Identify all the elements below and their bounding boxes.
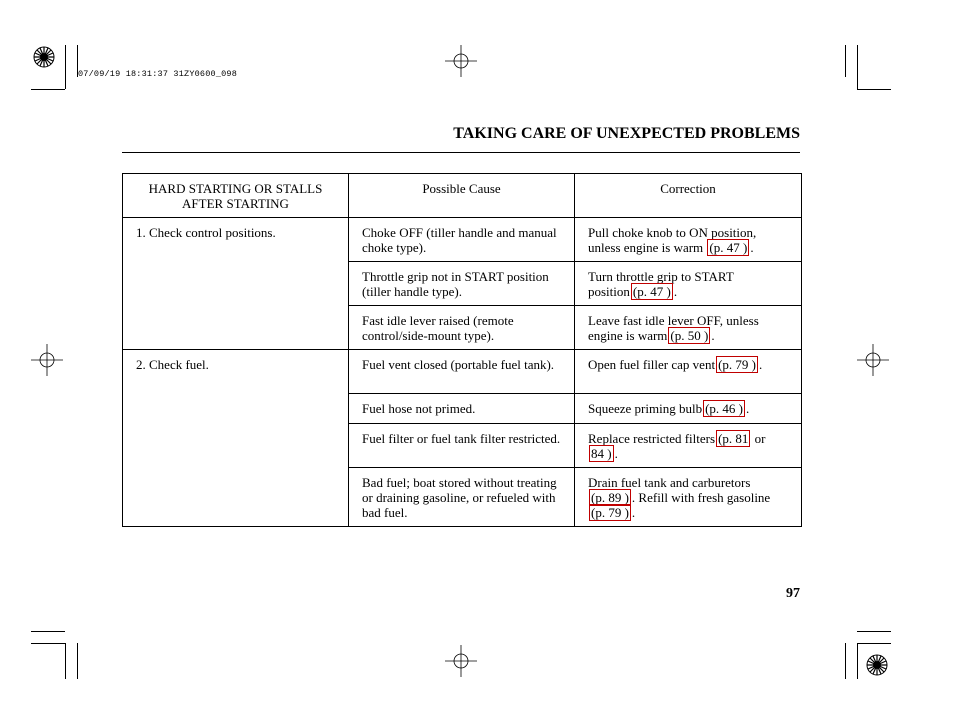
correction-cell: Turn throttle grip to START position (p. 47 ) . [575,262,802,306]
cause-cell: Fuel filter or fuel tank filter restricted. [349,424,575,468]
registration-target-icon [33,46,55,68]
cause-cell: Choke OFF (tiller handle and manual choke type). [349,218,575,262]
crosshair-icon [31,344,63,376]
table-row [123,218,802,262]
registration-target-icon [866,654,888,676]
table-header-row [123,174,802,218]
title-divider [122,152,800,153]
cause-cell: Fuel hose not primed. [349,394,575,424]
correction-cell: Replace restricted filters (p. 81 or 84 ) . [575,424,802,468]
correction-cell: Leave fast idle lever OFF, unless engine is warm (p. 50 ) . [575,306,802,350]
page-reference-link[interactable]: (p. 79 ) [718,357,756,372]
table-row [123,350,802,394]
page-reference-link[interactable]: (p. 47 ) [709,240,748,255]
page-reference-link[interactable]: (p. 46 ) [705,401,744,416]
print-stamp: 07/09/19 18:31:37 31ZY0600_098 [78,69,238,79]
crosshair-icon [445,645,477,677]
correction-cell: Pull choke knob to ON position, unless engine is warm (p. 47 ) . [575,218,802,262]
check-step: 2. Check fuel. [123,350,349,527]
page-title: TAKING CARE OF UNEXPECTED PROBLEMS [453,125,800,142]
header-cause: Possible Cause [349,174,575,218]
cause-cell: Fast idle lever raised (remote control/side-mount type). [349,306,575,350]
page-number: 97 [786,586,800,601]
page-reference-link[interactable]: (p. 47 ) [632,284,671,299]
cause-cell: Bad fuel; boat stored without treating or draining gasoline, or refueled with bad fuel. [349,468,575,527]
header-correction: Correction [575,174,802,218]
header-problem: HARD STARTING OR STALLS AFTER STARTING [123,174,349,218]
correction-cell: Squeeze priming bulb (p. 46 ) . [575,394,802,424]
cause-cell: Throttle grip not in START position (tiller handle type). [349,262,575,306]
troubleshooting-table [122,173,802,527]
page-reference-link[interactable]: (p. 81 [718,431,749,446]
correction-cell: Open fuel filler cap vent (p. 79 ) . [575,350,802,394]
page-reference-link[interactable]: 84 ) [591,446,612,461]
page-reference-link[interactable]: (p. 50 ) [670,328,709,343]
check-step: 1. Check control positions. [123,218,349,350]
correction-cell: Drain fuel tank and carburetors (p. 89 ) . Refill with fresh gasoline (p. 79 ) . [575,468,802,527]
page-reference-link[interactable]: (p. 89 ) [591,490,629,505]
crosshair-icon [857,344,889,376]
cause-cell: Fuel vent closed (portable fuel tank). [349,350,575,394]
page-reference-link[interactable]: (p. 79 ) [591,505,629,520]
crosshair-icon [445,45,477,77]
